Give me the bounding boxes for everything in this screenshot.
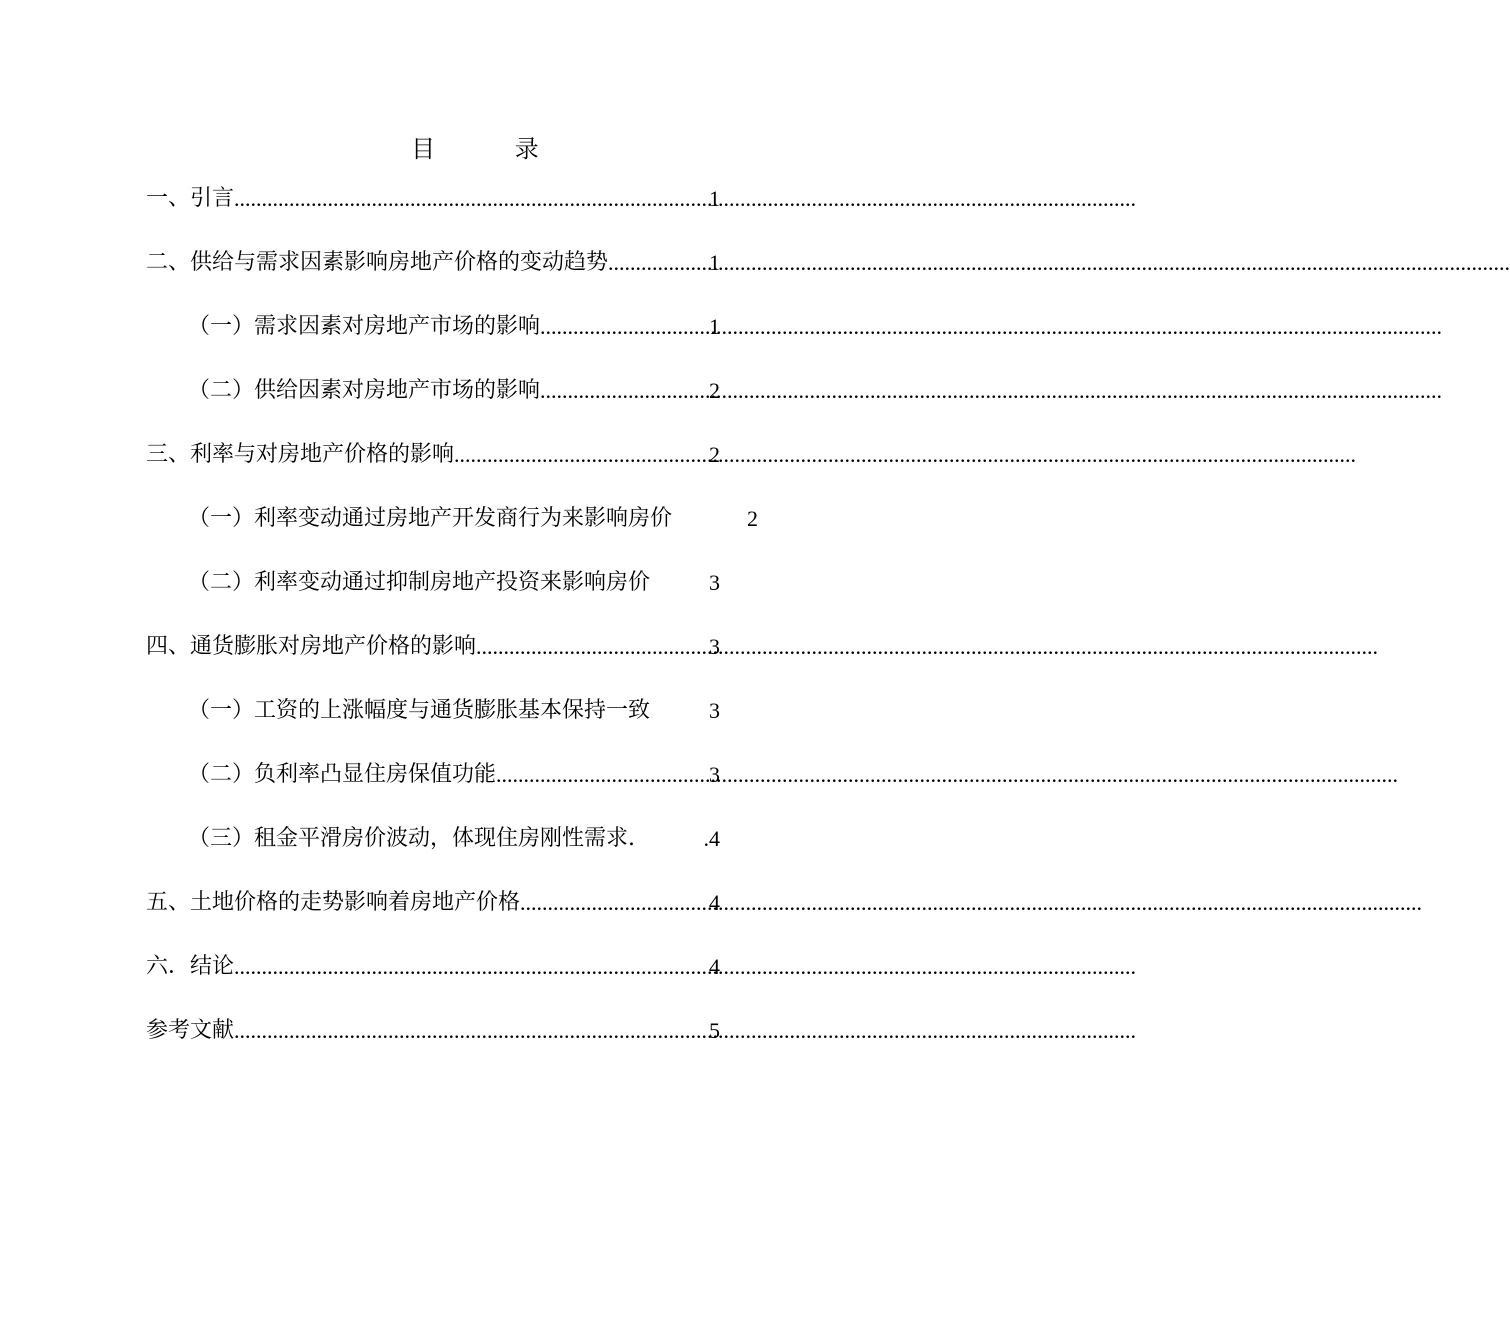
toc-entry[interactable] [146, 694, 720, 758]
toc-entry-text: 三、利率与对房地产价格的影响 [146, 442, 455, 467]
toc-entry[interactable] [146, 950, 720, 1014]
toc-entry-text: 一、引言 [146, 186, 235, 211]
toc-page-number: 3 [709, 762, 720, 787]
toc-page-number: 3 [709, 634, 720, 659]
toc-page-number: 3 [709, 698, 720, 723]
toc-entry-text: （一）利率变动通过房地产开发商行为来影响房价 [188, 506, 673, 531]
toc-entry-text: （二）负利率凸显住房保值功能 [188, 762, 497, 787]
toc-entry-text: 二、供给与需求因素影响房地产价格的变动趋势 [146, 250, 609, 275]
toc-entry[interactable] [146, 758, 720, 822]
toc-leader-dots [540, 310, 709, 344]
toc-page-number: 2 [747, 506, 758, 531]
toc-leader-dots [454, 438, 709, 472]
toc-entry-text: （一）工资的上涨幅度与通货膨胀基本保持一致 [188, 698, 651, 723]
toc-title: 目 录 [411, 135, 575, 163]
toc-entry[interactable] [146, 246, 720, 310]
toc-entry[interactable] [146, 502, 758, 566]
toc-page-number: 4 [709, 890, 720, 915]
toc-entry-text: 五、土地价格的走势影响着房地产价格 [146, 890, 521, 915]
toc-leader-dots [234, 182, 709, 216]
toc-page-number: 1 [709, 186, 720, 211]
toc-entry[interactable] [146, 310, 720, 374]
toc-entry[interactable] [146, 182, 720, 246]
toc-entry[interactable] [146, 630, 720, 694]
toc-entry-text: 六．结论 [146, 954, 235, 979]
toc-page-number: .4 [703, 826, 720, 851]
toc-entry-text: 四、通货膨胀对房地产价格的影响 [146, 634, 477, 659]
toc-entry-text: （一）需求因素对房地产市场的影响 [188, 314, 541, 339]
toc-entry[interactable] [146, 438, 720, 502]
toc-entry-text: （三）租金平滑房价波动，体现住房刚性需求. [188, 826, 635, 851]
toc-leader-dots [608, 246, 709, 280]
toc-entry[interactable] [146, 374, 720, 438]
toc-leader-dots [520, 886, 709, 920]
toc-entry[interactable] [146, 1014, 720, 1078]
toc-leader-dots [234, 1014, 709, 1048]
toc-entry[interactable] [146, 886, 720, 950]
toc-entry-text: （二）供给因素对房地产市场的影响 [188, 378, 541, 403]
toc-page-number: 1 [709, 314, 720, 339]
toc-entry-text: （二）利率变动通过抑制房地产投资来影响房价 [188, 570, 651, 595]
toc-page-number: 5 [709, 1018, 720, 1043]
toc-entry-text: 参考文献 [146, 1018, 235, 1043]
toc-page-number: 2 [709, 442, 720, 467]
toc-leader-dots [496, 758, 709, 792]
toc-leader-dots [476, 630, 709, 664]
toc-entry[interactable] [146, 566, 720, 630]
toc-entry[interactable] [146, 822, 720, 886]
toc-page-number: 4 [709, 954, 720, 979]
toc-page-number: 1 [709, 250, 720, 275]
table-of-contents [146, 182, 786, 1078]
toc-leader-dots [540, 374, 709, 408]
toc-page-number: 2 [709, 378, 720, 403]
toc-leader-dots [234, 950, 709, 984]
toc-page-number: 3 [709, 570, 720, 595]
